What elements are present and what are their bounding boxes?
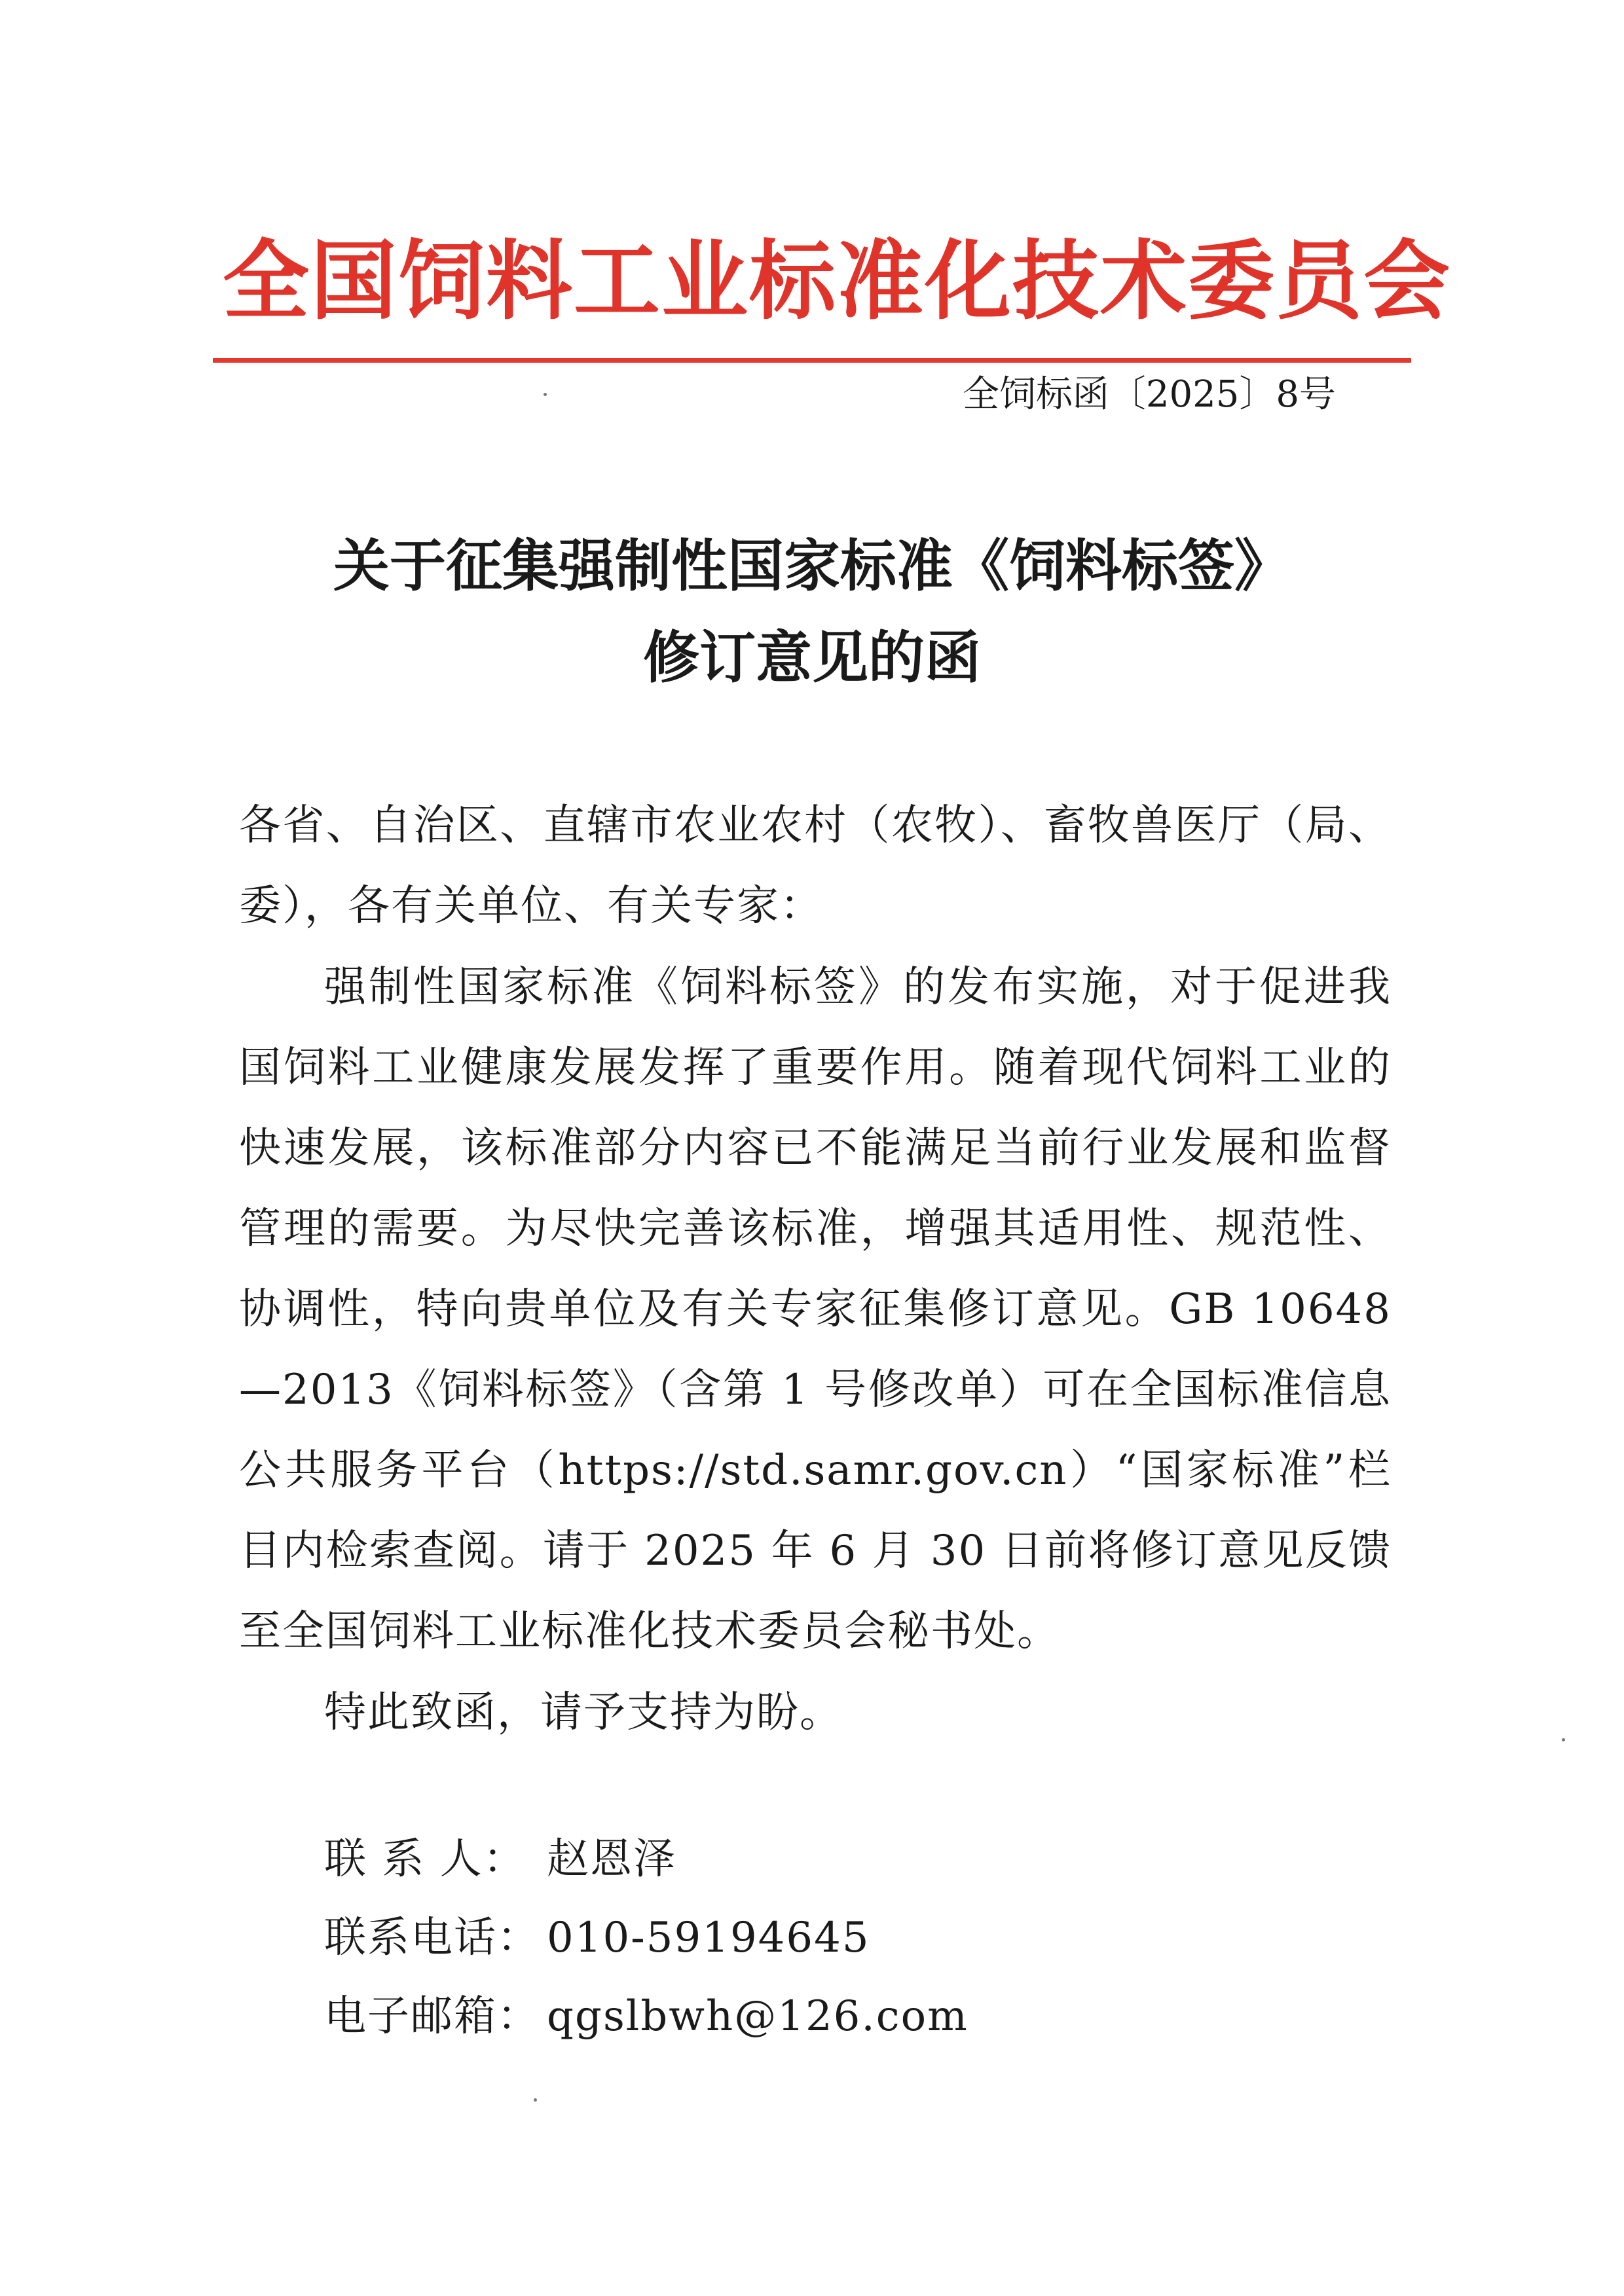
- contact-phone-value: 010-59194645: [547, 1914, 870, 1962]
- contact-phone-row: [324, 1908, 870, 1967]
- document-title-line-1: 关于征集强制性国家标准《饲料标签》: [333, 533, 1291, 599]
- contact-person-label: 联 系 人：: [324, 1835, 526, 1884]
- contact-email-row: [324, 1987, 969, 2046]
- contact-email-label: 电子邮箱：: [324, 1992, 540, 2041]
- salutation: [239, 786, 1392, 947]
- scan-speck: [1562, 1738, 1565, 1741]
- scan-speck: [534, 2098, 537, 2102]
- document-number: 全饲标函〔2025〕8号: [962, 373, 1336, 416]
- closing-line: [324, 1673, 1372, 1753]
- letterhead-org-name: 全国饲料工业标准化技术委员会: [223, 230, 1451, 332]
- scan-speck: [544, 393, 547, 396]
- contact-phone-label: 联系电话：: [324, 1914, 540, 1962]
- document-title-line-2: 修订意见的函: [643, 625, 981, 691]
- contact-person-value: 赵恩泽: [547, 1835, 676, 1884]
- contact-email-value: qgslbwh@126.com: [547, 1992, 969, 2041]
- red-divider-rule: [213, 358, 1411, 363]
- body-paragraph: [239, 947, 1392, 1672]
- closing-text: 特此致函，请予支持为盼。: [324, 1688, 843, 1737]
- body-paragraph-text: 强制性国家标准《饲料标签》的发布实施，对于促进我国饲料工业健康发展发挥了重要作用。随着现代饲料工业的快速发展，该标准部分内容已不能满足当前行业发展和监督管理的需要。为尽快完善该标准，增强其适用性、规范性、协调性，特向贵单位及有关专家征集修订意见。GB 10648—2013《饲料标签》（含第 1 号修改单）可在全国标准信息公共服务平台（https://std.samr.gov.cn）“国家标准”栏目内检索查阅。请于 2025 年 6 月 30 日前将修订意见反馈至全国饲料工业标准化技术委员会秘书处。: [239, 963, 1392, 1656]
- salutation-text: 各省、自治区、直辖市农业农村（农牧）、畜牧兽医厅（局、委），各有关单位、有关专家：: [239, 801, 1392, 930]
- contact-person-row: [324, 1830, 676, 1889]
